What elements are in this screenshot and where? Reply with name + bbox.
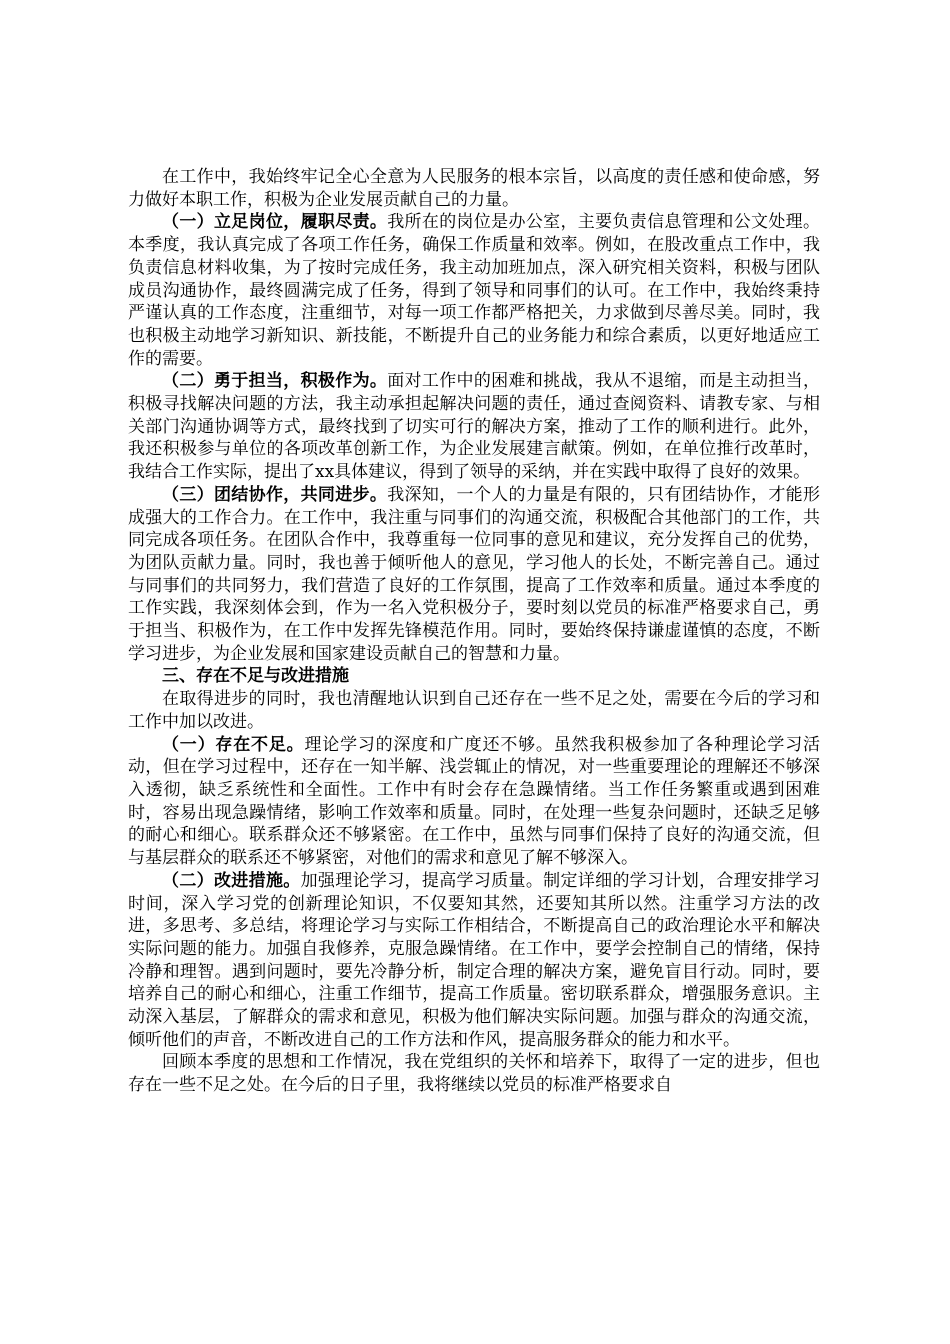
improvements-paragraph [128,870,820,1052]
improvements-heading: （二）改进措施。 [162,870,301,891]
section-3-body: 我深知，一个人的力量是有限的，只有团结协作，才能形成强大的工作合力。在工作中，我注重与同事们的沟通交流，积极配合其他部门的工作，共同完成各项任务。在团队合作中，我尊重每一位同事的意见和建议，充分发挥自己的优势，为团队贡献力量。同时，我也善于倾听他人的意见，学习他人的长处，不断完善自己。通过与同事们的共同努力，我们营造了良好的工作氛围，提高了工作效率和质量。通过本季度的工作实践，我深刻体会到，作为一名入党积极分子，要时刻以党员的标准严格要求自己，勇于担当、积极作为，在工作中发挥先锋模范作用。同时，要始终保持谦虚谨慎的态度，不断学习进步，为企业发展和国家建设贡献自己的智慧和力量。 [128,484,821,664]
section-2-body: 面对工作中的困难和挑战，我从不退缩，而是主动担当，积极寻找解决问题的方法，我主动承担起解决问题的责任，通过查阅资料、请教专家、与相关部门沟通协调等方式，最终找到了切实可行的解决方案，推动了工作的顺利进行。此外，我还积极参与单位的各项改革创新工作，为企业发展建言献策。例如，在单位推行改革时，我结合工作实际，提出了xx具体建议，得到了领导的采纳，并在实践中取得了良好的效果。 [128,371,821,483]
section-1-paragraph [128,211,820,370]
document-page [128,166,820,1097]
section-1-heading: （一）立足岗位，履职尽责。 [162,212,388,233]
chapter-3-heading: 三、存在不足与改进措施 [162,666,349,687]
section-2-heading: （二）勇于担当，积极作为。 [162,371,388,392]
closing-paragraph: 回顾本季度的思想和工作情况，我在党组织的关怀和培养下，取得了一定的进步，但也存在一些不足之处。在今后的日子里，我将继续以党员的标准严格要求自 [128,1052,820,1096]
shortcomings-paragraph [128,734,820,870]
intro-paragraph: 在工作中，我始终牢记全心全意为人民服务的根本宗旨，以高度的责任感和使命感，努力做好本职工作，积极为企业发展贡献自己的力量。 [128,167,820,210]
section-3-heading: （三）团结协作，共同进步。 [162,484,388,505]
chapter-3-intro: 在取得进步的同时，我也清醒地认识到自己还存在一些不足之处，需要在今后的学习和工作中加以改进。 [128,689,820,732]
improvements-body: 加强理论学习，提高学习质量。制定详细的学习计划，合理安排学习时间，深入学习党的创新理论知识，不仅要知其然，还要知其所以然。注重学习方法的改进，多思考、多总结，将理论学习与实际工作相结合，不断提高自己的政治理论水平和解决实际问题的能力。加强自我修养，克服急躁情绪。在工作中，要学会控制自己的情绪，保持冷静和理智。遇到问题时，要先冷静分析，制定合理的解决方案，避免盲目行动。同时，要培养自己的耐心和细心，注重工作细节，提高工作质量。密切联系群众，增强服务意识。主动深入基层，了解群众的需求和意见，积极为他们解决实际问题。加强与群众的沟通交流，倾听他们的声音，不断改进自己的工作方法和作风，提高服务群众的能力和水平。 [128,870,821,1050]
section-3-paragraph [128,484,820,666]
section-2-paragraph [128,370,820,484]
shortcomings-heading: （一）存在不足。 [162,734,305,755]
section-1-body: 我所在的岗位是办公室，主要负责信息管理和公文处理。本季度，我认真完成了各项工作任务，确保工作质量和效率。例如，在股改重点工作中，我负责信息材料收集，为了按时完成任务，我主动加班加点，深入研究相关资料，积极与团队成员沟通协作，最终圆满完成了任务，得到了领导和同事们的认可。在工作中，我始终秉持严谨认真的工作态度，注重细节，对每一项工作都严格把关，力求做到尽善尽美。同时，我也积极主动地学习新知识、新技能，不断提升自己的业务能力和综合素质，以更好地适应工作的需要。 [128,212,821,369]
shortcomings-body: 理论学习的深度和广度还不够。虽然我积极参加了各种理论学习活动，但在学习过程中，还存在一知半解、浅尝辄止的情况，对一些重要理论的理解还不够深入透彻，缺乏系统性和全面性。工作中有时会存在急躁情绪。当工作任务繁重或遇到困难时，容易出现急躁情绪，影响工作效率和质量。同时，在处理一些复杂问题时，还缺乏足够的耐心和细心。联系群众还不够紧密。在工作中，虽然与同事们保持了良好的沟通交流，但与基层群众的联系还不够紧密，对他们的需求和意见了解不够深入。 [128,734,821,869]
